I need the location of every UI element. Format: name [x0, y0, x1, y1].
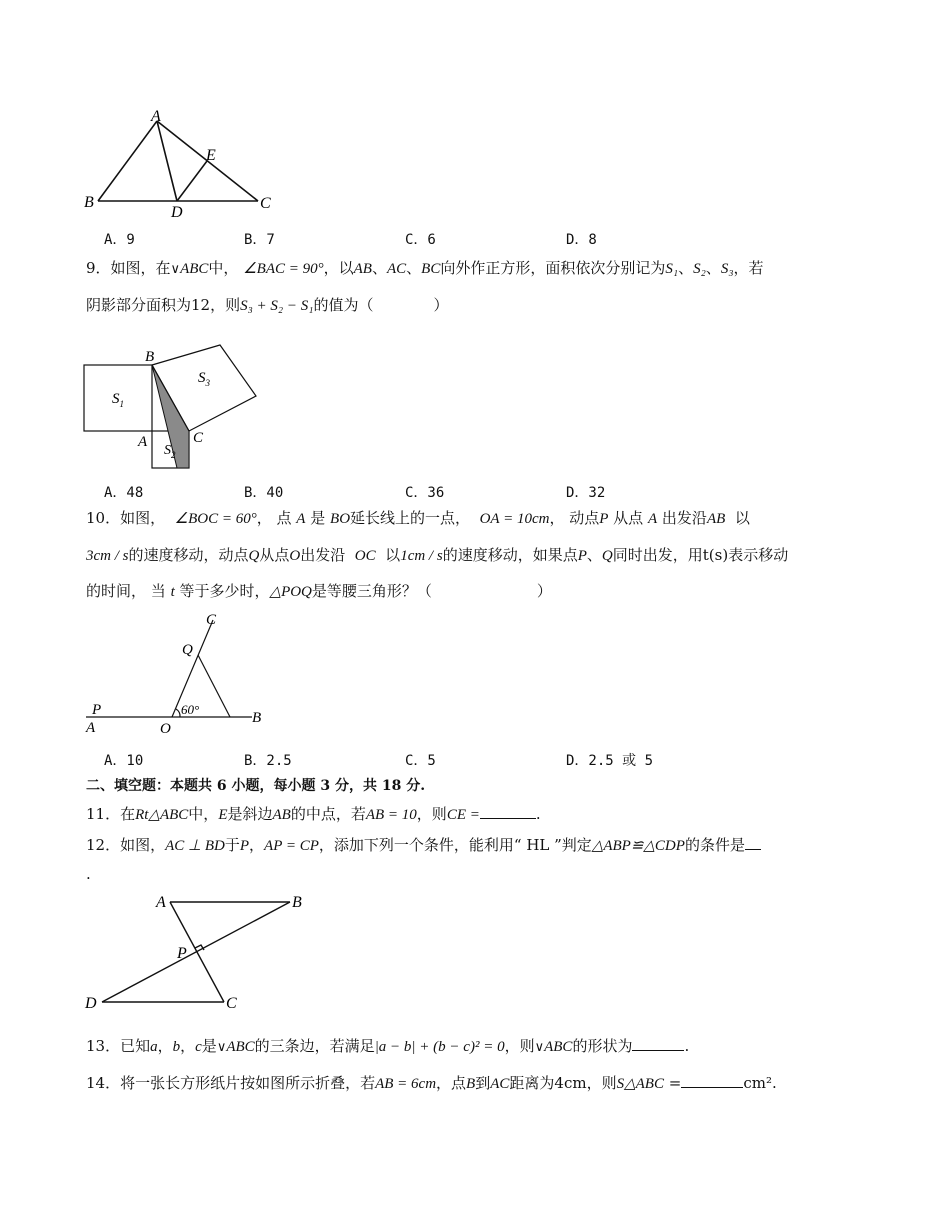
- q9-squares-figure: [80, 340, 270, 475]
- label-e: E: [206, 147, 216, 164]
- label-d: D: [85, 995, 97, 1012]
- q10-option-a: A．10: [104, 753, 144, 769]
- label-c: C: [193, 430, 204, 446]
- q8-option-a: A．9: [104, 232, 135, 248]
- q13-line: 13．已知a，b，c是∨ABC的三条边，若满足|a − b| + (b − c)² = 0，则∨ABC的形状为 .: [86, 1037, 690, 1055]
- q10-option-d: D．2.5 或 5: [566, 753, 654, 769]
- segment-bd: [102, 902, 290, 1002]
- q9-option-c: C．36: [405, 485, 445, 501]
- label-b: B: [145, 349, 155, 365]
- q9-option-d: D．32: [566, 485, 606, 501]
- q11-line: 11．在Rt△ABC中，E是斜边AB的中点，若AB = 10，则CE = .: [86, 805, 541, 823]
- label-s2: $S_2$: [164, 443, 176, 460]
- label-a: A: [138, 434, 148, 450]
- q8-option-c: C．6: [405, 232, 436, 248]
- q12-period: .: [86, 865, 91, 883]
- q12-cross-figure: [80, 888, 320, 1018]
- q13-answer-blank[interactable]: [632, 1036, 684, 1051]
- q14-line: 14．将一张长方形纸片按如图所示折叠，若AB = 6cm，点B到AC距离为4cm，则S△ABC = cm².: [86, 1074, 777, 1092]
- q9-option-a: A．48: [104, 485, 144, 501]
- label-b: B: [84, 194, 94, 211]
- label-p: P: [177, 945, 187, 962]
- segment-ab: [98, 121, 157, 201]
- q11-answer-blank[interactable]: [480, 804, 536, 819]
- q10-option-c: C．5: [405, 753, 436, 769]
- label-a: A: [156, 894, 166, 911]
- label-angle: 60°: [181, 702, 200, 717]
- q8-option-b: B．7: [244, 232, 275, 248]
- q10-option-b: B．2.5: [244, 753, 292, 769]
- segment-q-side: [198, 655, 230, 717]
- q12-answer-blank[interactable]: [745, 835, 761, 850]
- label-p: P: [92, 702, 102, 718]
- q14-answer-blank[interactable]: [681, 1073, 743, 1088]
- section-2-heading: 二、填空题：本题共 6 小题，每小题 3 分，共 18 分.: [86, 778, 426, 794]
- label-c: C: [206, 612, 217, 628]
- label-d: D: [171, 204, 183, 220]
- q9-line-2: 阴影部分面积为12，则S₃ + S₂ − S₁的值为（ ）: [86, 296, 449, 314]
- label-b: B: [252, 710, 262, 726]
- label-s3: $S_3$: [198, 370, 210, 388]
- q10-line-2: 3cm / s的速度移动，动点Q从点O出发沿 OC 以1cm / s的速度移动，如果点P、Q同时出发，用t(s)表示移动: [86, 546, 789, 564]
- label-b: B: [292, 894, 302, 911]
- label-o: O: [160, 721, 171, 737]
- angle-arc: [176, 709, 180, 717]
- segment-ad: [157, 121, 177, 201]
- q8-triangle-figure: [80, 105, 280, 220]
- q9-line-1: 9．如图，在∨ABC中， ∠BAC = 90°，以AB、AC、BC向外作正方形，面积依次分别记为S₁、S₂、S₃，若: [86, 259, 764, 277]
- label-a: A: [86, 720, 96, 736]
- q10-angle-figure: [80, 608, 275, 738]
- label-c: C: [260, 195, 271, 212]
- label-s1: $S_1$: [112, 391, 124, 409]
- segment-de: [177, 161, 207, 201]
- label-a: A: [151, 108, 161, 125]
- label-c: C: [226, 995, 237, 1012]
- q10-line-1: 10．如图， ∠BOC = 60°， 点 A 是 BO延长线上的一点， OA = 10cm， 动点P 从点 A 出发沿AB 以: [86, 509, 750, 527]
- q9-option-b: B．40: [244, 485, 284, 501]
- label-q: Q: [182, 642, 193, 658]
- q12-line: 12．如图，AC ⊥ BD于P，AP = CP，添加下列一个条件，能利用“ HL ”判定△ABP≌△CDP的条件是: [86, 835, 761, 856]
- q8-option-d: D．8: [566, 232, 597, 248]
- q10-line-3: 的时间， 当 t 等于多少时，△POQ是等腰三角形？（ ）: [86, 582, 552, 600]
